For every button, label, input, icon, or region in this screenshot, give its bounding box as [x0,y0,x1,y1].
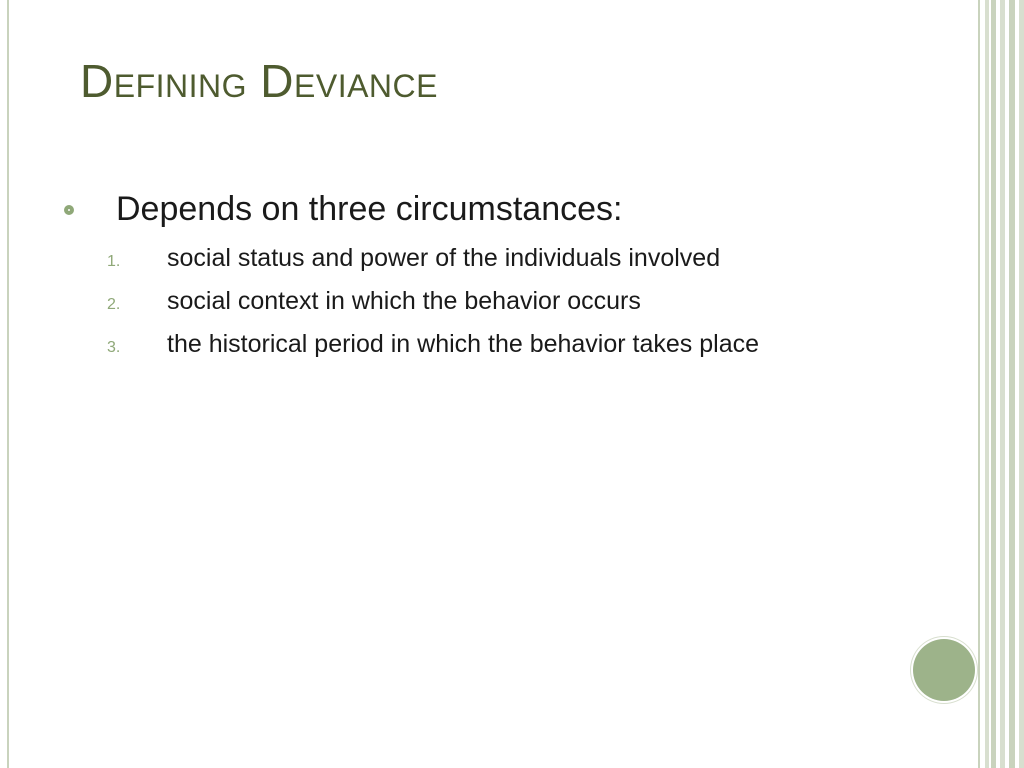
list-item [107,287,641,316]
list-number: 2. [107,296,121,313]
list-item-text: social status and power of the individuals involved [167,244,721,272]
list-number: 3. [107,339,121,356]
decorative-stripe [1000,0,1005,768]
left-border-line [7,0,9,768]
list-item-text: social context in which the behavior occurs [167,287,641,315]
decorative-stripe [1019,0,1024,768]
decorative-stripe [985,0,989,768]
list-item [107,244,720,273]
decorative-stripe [978,0,980,768]
ring-bullet-icon [64,205,74,215]
decorative-circle [913,639,975,701]
main-bullet-text: Depends on three circumstances: [116,190,623,228]
decorative-stripe [1009,0,1015,768]
slide-title: Defining Deviance [80,55,438,107]
list-number: 1. [107,253,121,270]
list-item [107,330,759,359]
decorative-stripe [991,0,996,768]
list-item-text: the historical period in which the behavior takes place [167,330,760,358]
main-bullet [64,190,622,229]
